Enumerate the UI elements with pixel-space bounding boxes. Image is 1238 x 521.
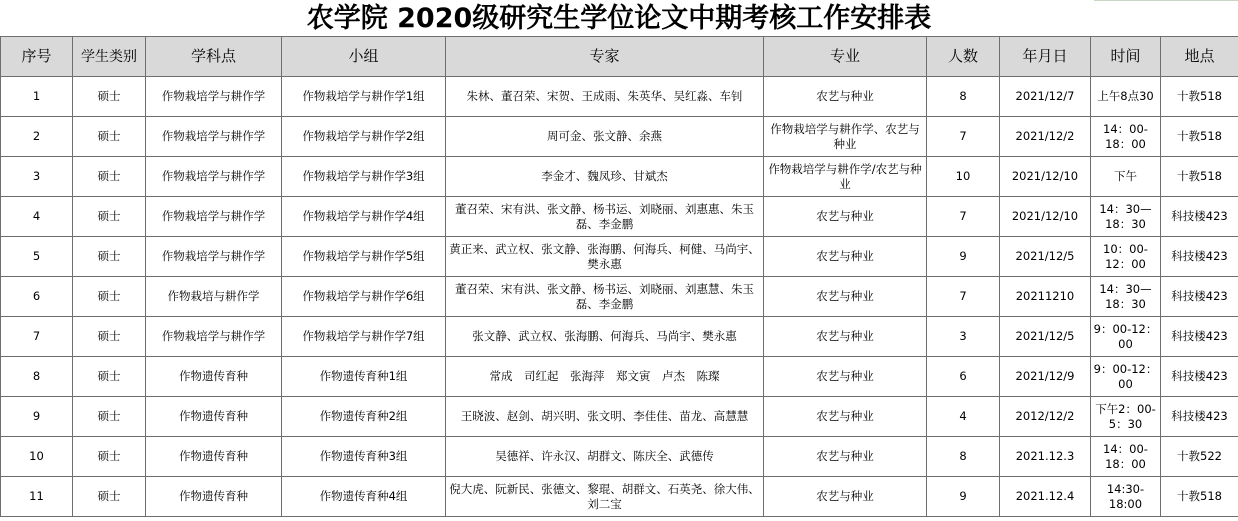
table-row <box>1 277 1238 317</box>
header-time[interactable]: 时间 <box>1091 37 1161 77</box>
cell-time[interactable]: 14：30—18：30 <box>1091 277 1161 317</box>
schedule-table <box>0 36 1238 517</box>
cell-experts[interactable]: 董召荣、宋有洪、张文静、杨书运、刘晓丽、刘惠慧、朱玉磊、李金鹏 <box>446 277 764 317</box>
cell-count[interactable]: 7 <box>927 197 1000 237</box>
cell-seq[interactable]: 9 <box>1 397 73 437</box>
cell-group[interactable]: 作物栽培学与耕作学6组 <box>282 277 446 317</box>
cell-discipline[interactable]: 作物栽培学与耕作学 <box>146 317 282 357</box>
table-row <box>1 437 1238 477</box>
cell-group[interactable]: 作物栽培学与耕作学3组 <box>282 157 446 197</box>
cell-major[interactable]: 农艺与种业 <box>764 397 927 437</box>
cell-count[interactable]: 7 <box>927 117 1000 157</box>
cell-group[interactable]: 作物栽培学与耕作学5组 <box>282 237 446 277</box>
cell-student-type[interactable]: 硕士 <box>73 277 146 317</box>
cell-time[interactable]: 14:30-18:00 <box>1091 477 1161 517</box>
cell-count[interactable]: 8 <box>927 77 1000 117</box>
cell-seq[interactable]: 1 <box>1 77 73 117</box>
cell-date[interactable]: 2021/12/7 <box>1000 77 1091 117</box>
cell-group[interactable]: 作物遗传育种4组 <box>282 477 446 517</box>
cell-student-type[interactable]: 硕士 <box>73 157 146 197</box>
cell-seq[interactable]: 10 <box>1 437 73 477</box>
cell-count[interactable]: 6 <box>927 357 1000 397</box>
cell-time[interactable]: 14：30—18：30 <box>1091 197 1161 237</box>
cell-discipline[interactable]: 作物栽培学与耕作学 <box>146 237 282 277</box>
cell-experts[interactable]: 朱林、董召荣、宋贺、王成雨、朱英华、吴红淼、车钊 <box>446 77 764 117</box>
cell-time[interactable]: 上午8点30 <box>1091 77 1161 117</box>
cell-seq[interactable]: 4 <box>1 197 73 237</box>
cell-count[interactable]: 9 <box>927 237 1000 277</box>
cell-experts[interactable]: 董召荣、宋有洪、张文静、杨书运、刘晓丽、刘惠惠、朱玉磊、李金鹏 <box>446 197 764 237</box>
cell-time[interactable]: 下午 <box>1091 157 1161 197</box>
cell-group[interactable]: 作物遗传育种2组 <box>282 397 446 437</box>
cell-experts[interactable]: 常成 司红起 张海萍 郑文寅 卢杰 陈璨 <box>446 357 764 397</box>
cell-place[interactable]: 科技楼423 <box>1161 277 1238 317</box>
cell-student-type[interactable]: 硕士 <box>73 77 146 117</box>
cell-seq[interactable]: 7 <box>1 317 73 357</box>
cell-date[interactable]: 2021/12/10 <box>1000 197 1091 237</box>
cell-place[interactable]: 科技楼423 <box>1161 317 1238 357</box>
cell-major[interactable]: 农艺与种业 <box>764 357 927 397</box>
cell-student-type[interactable]: 硕士 <box>73 437 146 477</box>
cell-time[interactable]: 14：00-18：00 <box>1091 437 1161 477</box>
cell-student-type[interactable]: 硕士 <box>73 317 146 357</box>
cell-discipline[interactable]: 作物遗传育种 <box>146 437 282 477</box>
cell-major[interactable]: 农艺与种业 <box>764 277 927 317</box>
cell-student-type[interactable]: 硕士 <box>73 237 146 277</box>
header-student-type[interactable]: 学生类别 <box>73 37 146 77</box>
cell-date[interactable]: 2021/12/10 <box>1000 157 1091 197</box>
cell-date[interactable]: 2021/12/9 <box>1000 357 1091 397</box>
header-discipline[interactable]: 学科点 <box>146 37 282 77</box>
cell-group[interactable]: 作物遗传育种1组 <box>282 357 446 397</box>
cell-date[interactable]: 20211210 <box>1000 277 1091 317</box>
cell-group[interactable]: 作物遗传育种3组 <box>282 437 446 477</box>
cell-student-type[interactable]: 硕士 <box>73 397 146 437</box>
cell-student-type[interactable]: 硕士 <box>73 477 146 517</box>
cell-discipline[interactable]: 作物遗传育种 <box>146 397 282 437</box>
cell-date[interactable]: 2021/12/5 <box>1000 237 1091 277</box>
cell-student-type[interactable]: 硕士 <box>73 357 146 397</box>
cell-major[interactable]: 作物栽培学与耕作学、农艺与种业 <box>764 117 927 157</box>
table-row <box>1 317 1238 357</box>
cell-place[interactable]: 科技楼423 <box>1161 197 1238 237</box>
cell-experts[interactable]: 张文静、武立权、张海鹏、何海兵、马尚宇、樊永惠 <box>446 317 764 357</box>
cell-experts[interactable]: 李金才、魏凤珍、甘斌杰 <box>446 157 764 197</box>
table-row <box>1 477 1238 517</box>
header-seq[interactable]: 序号 <box>1 37 73 77</box>
cell-time[interactable]: 14：00-18：00 <box>1091 117 1161 157</box>
cell-place[interactable]: 十教518 <box>1161 157 1238 197</box>
cell-time[interactable]: 9：00-12：00 <box>1091 317 1161 357</box>
cell-major[interactable]: 农艺与种业 <box>764 77 927 117</box>
table-row <box>1 157 1238 197</box>
table-row <box>1 117 1238 157</box>
cell-experts[interactable]: 吴德祥、许永汉、胡群文、陈庆全、武德传 <box>446 437 764 477</box>
cell-place[interactable]: 十教518 <box>1161 117 1238 157</box>
cell-student-type[interactable]: 硕士 <box>73 117 146 157</box>
cell-discipline[interactable]: 作物栽培与耕作学 <box>146 277 282 317</box>
cell-discipline[interactable]: 作物栽培学与耕作学 <box>146 117 282 157</box>
cell-experts[interactable]: 周可金、张文静、余燕 <box>446 117 764 157</box>
cell-place[interactable]: 十教518 <box>1161 477 1238 517</box>
cell-major[interactable]: 农艺与种业 <box>764 437 927 477</box>
cell-group[interactable]: 作物栽培学与耕作学4组 <box>282 197 446 237</box>
header-major[interactable]: 专业 <box>764 37 927 77</box>
cell-date[interactable]: 2021.12.4 <box>1000 477 1091 517</box>
header-row <box>1 37 1238 77</box>
cell-major[interactable]: 农艺与种业 <box>764 317 927 357</box>
cell-group[interactable]: 作物栽培学与耕作学1组 <box>282 77 446 117</box>
page-title: 农学院 2020级研究生学位论文中期考核工作安排表 <box>306 3 932 34</box>
cell-count[interactable]: 10 <box>927 157 1000 197</box>
cell-discipline[interactable]: 作物栽培学与耕作学 <box>146 157 282 197</box>
cell-date[interactable]: 2021.12.3 <box>1000 437 1091 477</box>
cell-discipline[interactable]: 作物遗传育种 <box>146 477 282 517</box>
cell-count[interactable]: 9 <box>927 477 1000 517</box>
cell-major[interactable]: 作物栽培学与耕作学/农艺与种业 <box>764 157 927 197</box>
cell-experts[interactable]: 王晓波、赵剑、胡兴明、张文明、李佳佳、苗龙、高慧慧 <box>446 397 764 437</box>
cell-group[interactable]: 作物栽培学与耕作学2组 <box>282 117 446 157</box>
cell-seq[interactable]: 11 <box>1 477 73 517</box>
header-place[interactable]: 地点 <box>1161 37 1238 77</box>
cell-count[interactable]: 3 <box>927 317 1000 357</box>
cell-time[interactable]: 10：00-12：00 <box>1091 237 1161 277</box>
cell-count[interactable]: 4 <box>927 397 1000 437</box>
cell-count[interactable]: 8 <box>927 437 1000 477</box>
cell-seq[interactable]: 6 <box>1 277 73 317</box>
cell-date[interactable]: 2012/12/2 <box>1000 397 1091 437</box>
cell-date[interactable]: 2021/12/2 <box>1000 117 1091 157</box>
cell-discipline[interactable]: 作物栽培学与耕作学 <box>146 77 282 117</box>
cell-major[interactable]: 农艺与种业 <box>764 237 927 277</box>
cell-major[interactable]: 农艺与种业 <box>764 477 927 517</box>
cell-major[interactable]: 农艺与种业 <box>764 197 927 237</box>
cell-seq[interactable]: 2 <box>1 117 73 157</box>
header-date[interactable]: 年月日 <box>1000 37 1091 77</box>
table-row <box>1 77 1238 117</box>
cell-place[interactable]: 十教518 <box>1161 77 1238 117</box>
table-row <box>1 397 1238 437</box>
cell-experts[interactable]: 黄正来、武立权、张文静、张海鹏、何海兵、柯健、马尚宇、樊永惠 <box>446 237 764 277</box>
cell-discipline[interactable]: 作物遗传育种 <box>146 357 282 397</box>
header-group[interactable]: 小组 <box>282 37 446 77</box>
cell-seq[interactable]: 3 <box>1 157 73 197</box>
cell-time[interactable]: 下午2：00-5：30 <box>1091 397 1161 437</box>
cell-place[interactable]: 科技楼423 <box>1161 397 1238 437</box>
header-experts[interactable]: 专家 <box>446 37 764 77</box>
cell-date[interactable]: 2021/12/5 <box>1000 317 1091 357</box>
cell-group[interactable]: 作物栽培学与耕作学7组 <box>282 317 446 357</box>
cell-count[interactable]: 7 <box>927 277 1000 317</box>
header-count[interactable]: 人数 <box>927 37 1000 77</box>
cell-experts[interactable]: 倪大虎、阮新民、张德文、黎琨、胡群文、石英尧、徐大伟、刘二宝 <box>446 477 764 517</box>
table-row <box>1 197 1238 237</box>
cell-place[interactable]: 科技楼423 <box>1161 357 1238 397</box>
cell-discipline[interactable]: 作物栽培学与耕作学 <box>146 197 282 237</box>
table-row <box>1 237 1238 277</box>
cell-seq[interactable]: 8 <box>1 357 73 397</box>
cell-time[interactable]: 9：00-12：00 <box>1091 357 1161 397</box>
cell-place[interactable]: 科技楼423 <box>1161 237 1238 277</box>
cell-seq[interactable]: 5 <box>1 237 73 277</box>
cell-student-type[interactable]: 硕士 <box>73 197 146 237</box>
table-row <box>1 357 1238 397</box>
cell-place[interactable]: 十教522 <box>1161 437 1238 477</box>
